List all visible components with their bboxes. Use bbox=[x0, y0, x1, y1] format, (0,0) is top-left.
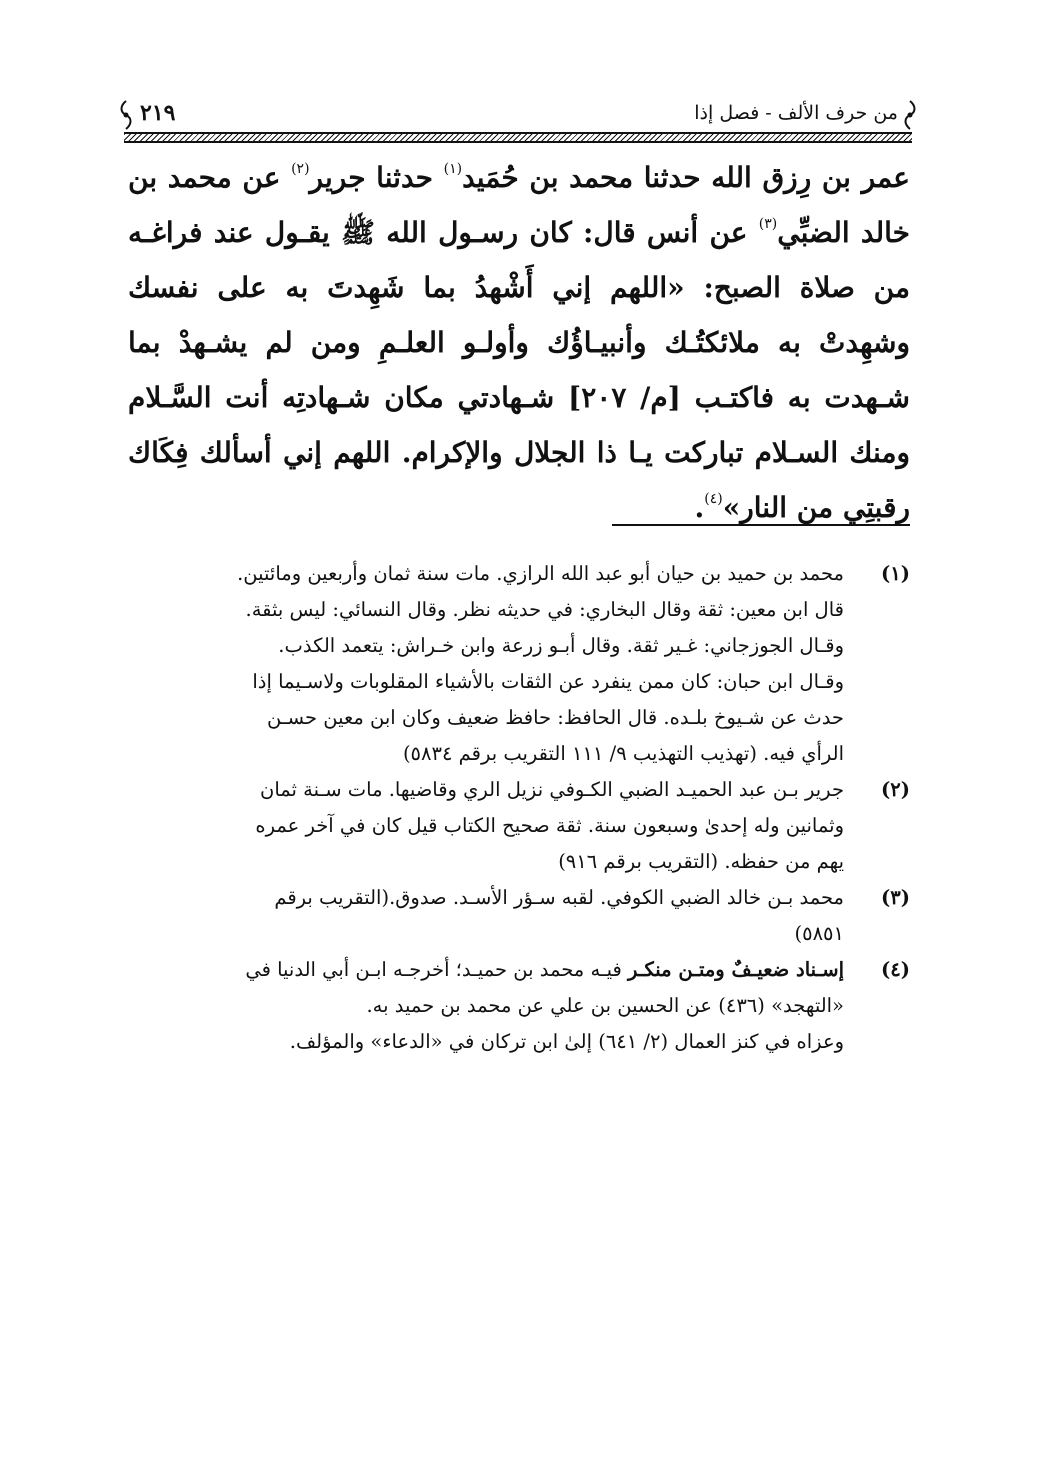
footnote-line: ٥٨٥١) bbox=[794, 922, 844, 945]
header-rule bbox=[124, 132, 912, 143]
footnote-text bbox=[128, 772, 844, 880]
main-text-segment: حدثنا جرير bbox=[309, 161, 444, 194]
main-text-segment: الضبِّي bbox=[777, 216, 850, 249]
footnote-number: (٢) bbox=[881, 778, 910, 801]
footnote-line: محمد بـن خالد الضبي الكوفي. لقبه سـؤر الأسـد. صدوق.(التقريب برقم bbox=[274, 886, 844, 909]
footnotes bbox=[128, 556, 910, 1060]
main-paragraph bbox=[128, 150, 910, 535]
footnote-line: وقـال الجوزجاني: غـير ثقة. وقال أبـو زرعة وابن خـراش: يتعمد الكذب. bbox=[278, 634, 844, 657]
footnote-line bbox=[128, 952, 844, 988]
chapter-title: من حرف الألف - فصل إذا bbox=[694, 102, 898, 124]
footnote-ref[interactable]: (٤) bbox=[704, 491, 723, 507]
footnote-line: حدث عن شـيوخ بلـده. قال الحافظ: حافظ ضعيف وكان ابن معين حسـن bbox=[267, 706, 844, 729]
footnote-line: وعزاه في كنز العمال (٢/ ٦٤١) إلىٰ ابن تركان في «الدعاء» والمؤلف. bbox=[289, 1030, 844, 1053]
footnote-line-rest: فيـه محمد بن حميـد؛ أخرجـه ابـن أبي الدنيا في bbox=[245, 958, 629, 981]
page-header bbox=[118, 98, 918, 142]
footnote-number: (١) bbox=[881, 562, 910, 585]
footnote-line: يهم من حفظه. (التقريب برقم ٩١٦) bbox=[558, 850, 844, 873]
main-text-segment: . bbox=[694, 491, 705, 524]
main-text-segment: عن محمد بن خالد bbox=[128, 161, 910, 249]
footnote-ref[interactable]: (٢) bbox=[291, 161, 310, 177]
main-text-segment: والإكرام. اللهم إني أسألك فِكَاك رقبتِي من النار» bbox=[128, 436, 910, 524]
footnote-4 bbox=[128, 952, 910, 1060]
footnote-text bbox=[128, 880, 844, 952]
footnote-number: (٣) bbox=[881, 886, 910, 909]
footnote-lead: إسـناد ضعيـفٌ ومتـن منكـر bbox=[628, 958, 844, 981]
footnote-line: محمد بن حميد بن حيان أبو عبد الله الرازي. مات سنة ثمان وأربعين ومائتين. bbox=[237, 562, 844, 585]
footnote-line: وثمانين وله إحدىٰ وسبعون سنة. ثقة صحيح الكتاب قيل كان في آخر عمره bbox=[255, 814, 844, 837]
footnote-ref[interactable]: (٣) bbox=[758, 216, 778, 232]
footnote-line: جرير بـن عبد الحميـد الضبي الكـوفي نزيل الري وقاضيها. مات سـنة ثمان bbox=[260, 778, 844, 801]
footnote-line: وقـال ابن حبان: كان ممن ينفرد عن الثقات بالأشياء المقلوبات ولاسـيما إذا bbox=[252, 670, 844, 693]
footnote-ref[interactable]: (١) bbox=[443, 161, 463, 177]
footnote-text bbox=[128, 556, 844, 772]
footnote-text bbox=[128, 952, 844, 1060]
footnote-line: قال ابن معين: ثقة وقال البخاري: في حديثه نظر. وقال النسائي: ليس بثقة. bbox=[245, 598, 844, 621]
page-number: ٢١٩ bbox=[140, 100, 176, 126]
main-text-segment: شـهادتي مكان شـهادتِه أنت السَّـلام ومنك السـلام تباركت يـا ذا الجلال bbox=[128, 381, 910, 469]
main-text-segment: عمر بن رِزق الله حدثنا محمد بن حُمَيد bbox=[462, 161, 910, 194]
main-text bbox=[128, 150, 910, 535]
header-ornament-left-icon bbox=[118, 100, 134, 130]
footnote-separator bbox=[612, 524, 910, 526]
footnote-1 bbox=[128, 556, 910, 772]
footnote-line: «التهجد» (٤٣٦) عن الحسين بن علي عن محمد بن حميد به. bbox=[366, 994, 844, 1017]
footnote-line: الرأي فيه. (تهذيب التهذيب ٩/ ١١١ التقريب برقم ٥٨٣٤) bbox=[402, 742, 844, 765]
main-text-segment: الصبح: «اللهم إني أَشْهدُ بما شَهِدتَ به على نفسك وشهِدتْ به ملائكتُـك bbox=[128, 271, 910, 359]
footnote-number: (٤) bbox=[881, 958, 910, 981]
header-ornament-right-icon bbox=[902, 100, 918, 130]
main-text-segment: عن أنس قال: كان رسـول الله ﷺ يقـول عند فراغـه من صلاة bbox=[128, 216, 910, 304]
main-text-segment: وأنبيـاؤُك وأولـو العلـمِ ومن لم يشـهدْ بما شـهدت به فاكتـب [م/ ٢٠٧] bbox=[128, 326, 910, 414]
footnote-3 bbox=[128, 880, 910, 952]
footnote-2 bbox=[128, 772, 910, 880]
